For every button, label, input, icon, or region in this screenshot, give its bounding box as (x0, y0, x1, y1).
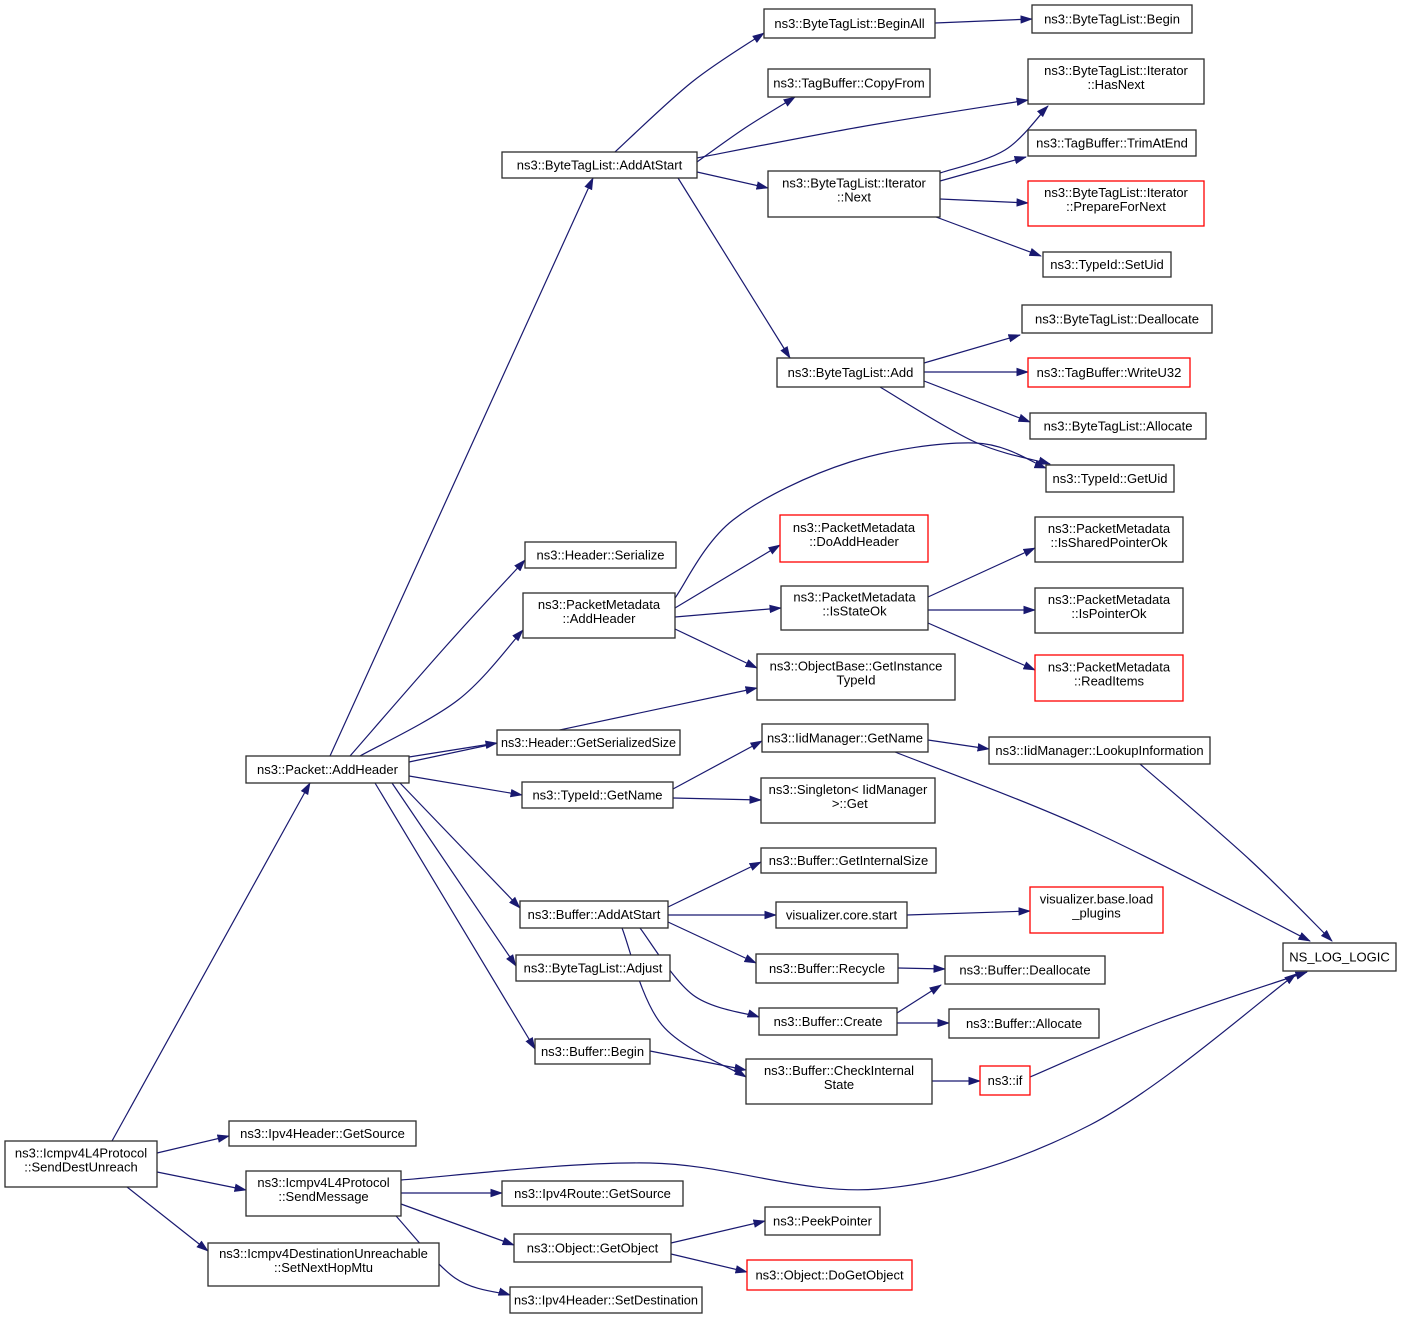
node-label-line: ns3::Buffer::Allocate (965, 1016, 1083, 1031)
node-label-header-get-serialized-size (501, 735, 676, 750)
node-icmpv4-send-message[interactable] (246, 1171, 401, 1216)
node-label-line: ns3::Buffer::Deallocate (959, 962, 1091, 978)
node-bytetaglist-allocate[interactable] (1030, 413, 1206, 439)
node-packetmetadata-is-state-ok[interactable] (781, 586, 928, 630)
node-label-buffer-begin (541, 1044, 644, 1059)
node-iterator-has-next[interactable] (1028, 59, 1204, 104)
node-label-line: ::IsSharedPointerOk (1050, 535, 1168, 550)
node-label-ns3-if (988, 1073, 1023, 1088)
node-label-packetmetadata-do-add-header (793, 520, 916, 549)
node-typeid-get-name[interactable] (522, 782, 673, 808)
node-bytetaglist-begin[interactable] (1032, 5, 1192, 33)
node-label-tagbuffer-copy-from (773, 76, 925, 91)
node-label-ipv4route-get-source (514, 1186, 671, 1201)
node-ipv4header-get-source[interactable] (229, 1121, 416, 1146)
node-label-line: ::SendMessage (278, 1189, 369, 1204)
edge-packet-add-header--buffer-begin (375, 783, 535, 1049)
node-iidmanager-lookup-information[interactable] (989, 737, 1210, 764)
edge-iidmanager-get-name--iidmanager-lookup-information (928, 740, 989, 749)
nodes-layer (5, 5, 1396, 1313)
node-iterator-prepare-for-next[interactable] (1028, 181, 1204, 226)
node-label-line: ns3::PacketMetadata (1047, 592, 1171, 607)
node-label-line: ns3::Buffer::Create (773, 1014, 883, 1029)
node-label-line: ns3::PacketMetadata (792, 520, 916, 535)
node-label-line: ns3::Buffer::GetInternalSize (768, 853, 929, 868)
edge-buffer-create--buffer-deallocate (897, 985, 941, 1013)
node-label-line: visualizer.core.start (785, 907, 898, 923)
node-iterator-next[interactable] (768, 171, 940, 217)
node-bytetaglist-add-at-start[interactable] (502, 152, 697, 178)
node-label-line: State (823, 1077, 855, 1092)
edge-iterator-next--typeid-set-uid (936, 217, 1041, 256)
node-label-object-get-object (527, 1241, 659, 1256)
node-label-iidmanager-get-name (767, 731, 923, 746)
node-label-line: ns3::Packet::AddHeader (257, 762, 398, 777)
node-label-line: ns3::ByteTagList::Allocate (1043, 418, 1193, 434)
edge-typeid-get-name--iidmanager-get-name (673, 741, 762, 789)
node-buffer-deallocate[interactable] (945, 956, 1105, 984)
node-label-bytetaglist-begin (1044, 12, 1180, 27)
edge-packet-add-header--buffer-add-at-start (400, 783, 520, 908)
node-peek-pointer[interactable] (765, 1207, 880, 1235)
node-typeid-get-uid[interactable] (1046, 465, 1174, 492)
node-buffer-add-at-start[interactable] (520, 901, 668, 928)
node-bytetaglist-deallocate[interactable] (1022, 305, 1212, 333)
node-singleton-iidmanager-get[interactable] (761, 778, 935, 823)
node-label-line: TypeId (836, 672, 876, 688)
edge-bytetaglist-begin-all--bytetaglist-begin (935, 19, 1032, 23)
edge-packet-add-header--bytetaglist-add-at-start (330, 178, 593, 756)
node-buffer-begin[interactable] (535, 1039, 650, 1064)
edge-buffer-recycle--buffer-deallocate (898, 968, 945, 969)
edge-icmpv4-send-dest-unreach--icmpv4-send-message (157, 1172, 246, 1190)
node-object-do-get-object[interactable] (747, 1260, 912, 1290)
node-label-line: ns3::ByteTagList::Iterator (1044, 185, 1188, 200)
node-buffer-allocate[interactable] (949, 1009, 1099, 1038)
node-label-line: ns3::Header::GetSerializedSize (501, 735, 676, 750)
node-label-line: ns3::ByteTagList::Iterator (1044, 63, 1188, 78)
node-buffer-create[interactable] (759, 1008, 897, 1035)
node-label-buffer-allocate (966, 1016, 1082, 1031)
node-label-line: ns3::Icmpv4L4Protocol (257, 1175, 390, 1190)
node-label-line: ::SetNextHopMtu (274, 1260, 373, 1275)
node-ipv4route-get-source[interactable] (502, 1181, 683, 1206)
node-packetmetadata-add-header[interactable] (523, 593, 675, 638)
node-label-line: ns3::Ipv4Header::GetSource (240, 1126, 405, 1141)
node-visualizer-base-load-plugins[interactable] (1030, 887, 1163, 933)
edge-packetmetadata-add-header--packetmetadata-is-state-ok (675, 608, 781, 617)
edge-buffer-add-at-start--buffer-get-internal-size (668, 862, 761, 907)
node-packetmetadata-is-shared-pointer-ok[interactable] (1035, 517, 1183, 562)
node-label-line: ::DoAddHeader (809, 534, 899, 549)
edge-iidmanager-lookup-information--ns-log-logic (1140, 764, 1332, 941)
edge-packetmetadata-add-header--packetmetadata-do-add-header (675, 545, 780, 608)
node-label-line: ::IsPointerOk (1071, 606, 1147, 621)
node-label-line: ::IsStateOk (822, 603, 887, 619)
node-packet-add-header[interactable] (246, 756, 409, 783)
node-label-line: _plugins (1072, 905, 1121, 921)
node-label-line: ns3::Buffer::CheckInternal (763, 1063, 915, 1078)
edge-bytetaglist-add-at-start--iterator-next (697, 172, 768, 188)
node-label-buffer-recycle (769, 961, 885, 976)
node-label-bytetaglist-allocate (1044, 419, 1193, 434)
node-buffer-recycle[interactable] (756, 954, 898, 983)
node-label-packetmetadata-is-shared-pointer-ok (1048, 521, 1171, 550)
node-label-iidmanager-lookup-information (995, 743, 1203, 758)
node-label-line: ns3::Object::DoGetObject (755, 1267, 904, 1283)
edge-visualizer-core-start--visualizer-base-load-plugins (907, 911, 1030, 915)
node-label-buffer-add-at-start (528, 907, 661, 922)
node-label-line: ns3::ByteTagList::Add (787, 365, 914, 380)
node-label-line: ns3::PeekPointer (772, 1213, 873, 1229)
node-bytetaglist-adjust[interactable] (516, 955, 670, 981)
edge-object-get-object--object-do-get-object (671, 1254, 747, 1272)
edge-packet-add-header--typeid-get-name (409, 776, 522, 795)
edge-bytetaglist-add-at-start--iterator-has-next (697, 100, 1028, 158)
node-label-buffer-deallocate (959, 963, 1090, 978)
node-label-line: ::SendDestUnreach (24, 1159, 138, 1175)
node-bytetaglist-begin-all[interactable] (764, 9, 935, 38)
node-bytetaglist-add[interactable] (777, 358, 924, 387)
node-label-line: ns3::Ipv4Header::SetDestination (514, 1292, 698, 1308)
node-label-line: ns3::ByteTagList::Deallocate (1034, 311, 1200, 327)
node-label-line: ns3::Buffer::Recycle (768, 961, 886, 976)
node-label-line: NS_LOG_LOGIC (1289, 949, 1390, 965)
node-label-peek-pointer (773, 1214, 873, 1229)
node-buffer-get-internal-size[interactable] (761, 848, 936, 873)
node-label-bytetaglist-add (788, 365, 914, 380)
node-label-line: ns3::if (987, 1073, 1023, 1088)
node-label-line: ns3::ByteTagList::BeginAll (774, 16, 925, 31)
edge-bytetaglist-add-at-start--bytetaglist-begin-all (615, 33, 764, 152)
node-object-get-object[interactable] (514, 1234, 671, 1262)
edge-icmpv4-send-message--object-get-object (401, 1204, 514, 1245)
node-label-line: ns3::Ipv4Route::GetSource (514, 1186, 671, 1201)
node-label-buffer-get-internal-size (769, 853, 928, 868)
edge-icmpv4-send-dest-unreach--ipv4header-get-source (157, 1136, 229, 1153)
node-objectbase-get-instance-typeid[interactable] (757, 654, 955, 700)
node-icmpv4-send-dest-unreach[interactable] (5, 1141, 157, 1187)
edge-object-get-object--peek-pointer (671, 1221, 765, 1243)
node-label-bytetaglist-add-at-start (517, 158, 683, 173)
edge-packetmetadata-is-state-ok--packetmetadata-is-shared-pointer-ok (928, 548, 1035, 597)
node-label-line: ns3::Object::GetObject (526, 1240, 659, 1256)
node-label-line: ns3::ByteTagList::Adjust (523, 960, 663, 976)
node-ipv4header-set-destination[interactable] (510, 1287, 702, 1313)
edge-packetmetadata-add-header--objectbase-get-instance-typeid (675, 629, 757, 668)
node-label-typeid-set-uid (1050, 257, 1163, 272)
node-label-line: ::ReadItems (1073, 673, 1145, 689)
node-label-line: ::HasNext (1087, 77, 1145, 92)
node-label-packet-add-header (257, 762, 399, 777)
node-label-line: ns3::IidManager::LookupInformation (995, 743, 1204, 758)
node-label-line: ns3::Buffer::Begin (540, 1044, 645, 1059)
node-label-line: ns3::PacketMetadata (1047, 659, 1171, 675)
node-tagbuffer-copy-from[interactable] (768, 69, 930, 97)
node-packetmetadata-do-add-header[interactable] (780, 515, 928, 562)
node-packetmetadata-is-pointer-ok[interactable] (1035, 588, 1183, 633)
edge-typeid-get-name--singleton-iidmanager-get (673, 798, 761, 800)
edge-bytetaglist-add--bytetaglist-deallocate (924, 335, 1020, 363)
node-label-line: ns3::ByteTagList::AddAtStart (516, 157, 683, 173)
edge-buffer-begin--buffer-check-internal-state (650, 1051, 746, 1070)
node-label-line: visualizer.base.load (1039, 891, 1154, 907)
node-header-serialize[interactable] (525, 542, 676, 568)
node-buffer-check-internal-state[interactable] (746, 1059, 932, 1104)
node-packetmetadata-read-items[interactable] (1035, 655, 1183, 701)
edge-bytetaglist-add-at-start--tagbuffer-copy-from (697, 97, 795, 162)
node-label-header-serialize (537, 548, 665, 563)
node-label-ipv4header-set-destination (514, 1293, 698, 1308)
node-label-line: ::PrepareForNext (1066, 199, 1166, 214)
node-iidmanager-get-name[interactable] (762, 724, 928, 752)
node-label-line: ns3::TypeId::GetName (532, 787, 663, 803)
edge-icmpv4-send-dest-unreach--icmpv4-set-next-hop-mtu (127, 1187, 208, 1251)
node-label-line: ns3::TypeId::GetUid (1052, 471, 1168, 486)
node-ns3-if[interactable] (980, 1066, 1030, 1095)
node-label-bytetaglist-adjust (524, 961, 663, 976)
node-label-line: >::Get (828, 796, 868, 811)
edge-bytetaglist-add--typeid-get-uid (880, 387, 1050, 464)
node-label-line: ns3::Buffer::AddAtStart (527, 907, 661, 922)
node-tagbuffer-write-u32[interactable] (1028, 358, 1190, 387)
node-visualizer-core-start[interactable] (776, 902, 907, 928)
node-label-line: ns3::TagBuffer::TrimAtEnd (1036, 135, 1188, 151)
node-label-line: ns3::PacketMetadata (1047, 521, 1171, 536)
node-label-tagbuffer-write-u32 (1037, 365, 1182, 380)
node-label-tagbuffer-trim-at-end (1036, 136, 1188, 151)
node-label-bytetaglist-deallocate (1035, 312, 1199, 327)
node-label-line: ns3::TagBuffer::WriteU32 (1036, 365, 1182, 380)
node-label-ipv4header-get-source (240, 1126, 405, 1141)
node-label-line: ns3::PacketMetadata (537, 597, 661, 612)
edge-buffer-add-at-start--buffer-recycle (668, 922, 756, 963)
node-label-line: ns3::PacketMetadata (793, 589, 916, 605)
node-label-line: ns3::Icmpv4DestinationUnreachable (219, 1246, 428, 1261)
edge-bytetaglist-add--bytetaglist-allocate (924, 381, 1030, 422)
node-label-line: ns3::ByteTagList::Iterator (782, 175, 926, 191)
node-label-line: ::AddHeader (562, 611, 636, 626)
node-label-line: ns3::TagBuffer::CopyFrom (773, 75, 925, 91)
node-label-typeid-get-name (532, 788, 662, 803)
node-label-line: ns3::ObjectBase::GetInstance (769, 658, 943, 674)
edge-iterator-next--iterator-prepare-for-next (940, 199, 1028, 203)
edge-packet-add-header--header-get-serialized-size (409, 743, 497, 757)
node-label-visualizer-core-start (786, 908, 898, 923)
node-label-line: ns3::Icmpv4L4Protocol (14, 1145, 148, 1161)
node-label-line: ns3::Singleton< IidManager (768, 782, 928, 797)
node-label-line: ns3::Header::Serialize (536, 547, 665, 563)
node-tagbuffer-trim-at-end[interactable] (1028, 130, 1196, 156)
edge-icmpv4-send-dest-unreach--packet-add-header (112, 783, 310, 1141)
node-label-line: ns3::TypeId::SetUid (1050, 257, 1164, 272)
node-label-object-do-get-object (755, 1268, 904, 1283)
node-label-bytetaglist-begin-all (774, 16, 924, 31)
node-label-icmpv4-send-dest-unreach (15, 1146, 147, 1175)
node-typeid-set-uid[interactable] (1043, 252, 1171, 277)
node-label-ns-log-logic (1289, 950, 1389, 965)
node-label-line: ns3::IidManager::GetName (766, 730, 924, 746)
node-header-get-serialized-size[interactable] (497, 730, 680, 755)
node-label-line: ns3::ByteTagList::Begin (1044, 11, 1180, 27)
node-ns-log-logic[interactable] (1283, 943, 1396, 971)
node-label-buffer-create (774, 1014, 883, 1029)
node-label-line: ::Next (837, 189, 871, 205)
edge-packet-add-header--bytetaglist-adjust (392, 783, 516, 966)
node-label-typeid-get-uid (1053, 471, 1168, 486)
node-icmpv4-set-next-hop-mtu[interactable] (208, 1243, 439, 1286)
